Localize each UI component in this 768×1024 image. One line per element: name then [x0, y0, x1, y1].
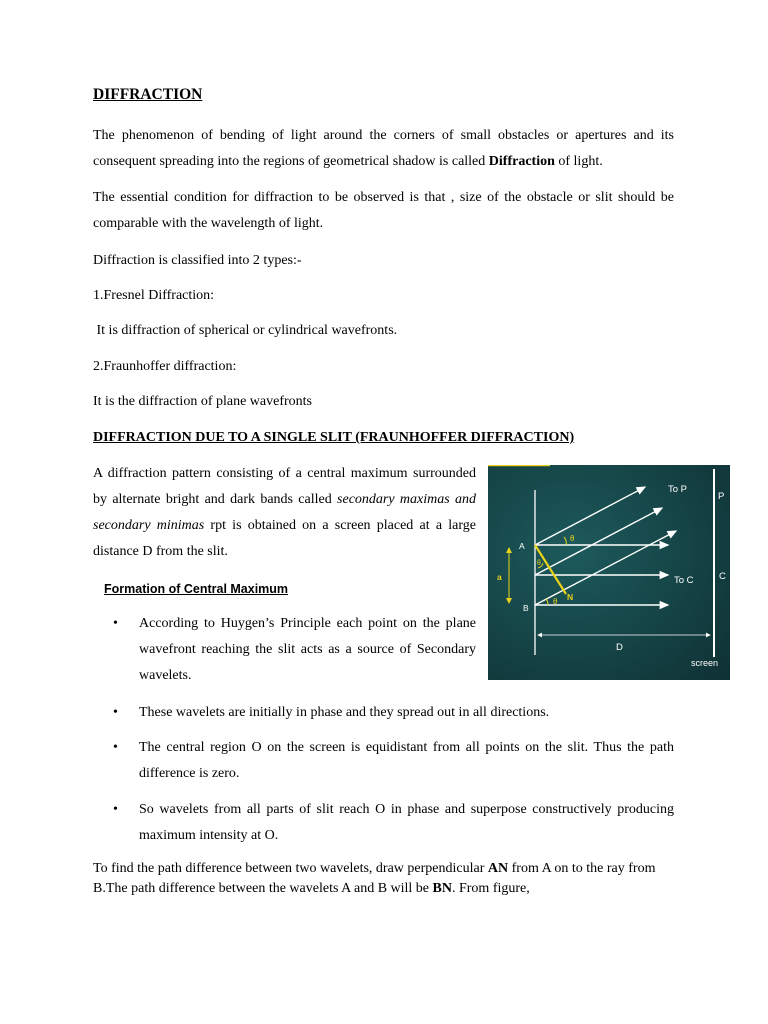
fresnel-heading: 1.Fresnel Diffraction: — [93, 288, 215, 303]
closing-term-an: AN — [487, 861, 509, 876]
closing-paragraph — [93, 859, 674, 899]
page-title: DIFFRACTION — [93, 86, 203, 103]
closing-text-start: To find the path difference between two wavelets, draw perpendicular — [93, 861, 488, 876]
label-n: N — [567, 592, 574, 602]
diagram-svg — [488, 465, 730, 680]
label-theta: θ — [553, 597, 558, 606]
label-theta: θ — [537, 560, 541, 567]
label-slit-width: a — [497, 572, 502, 582]
diagram-background — [488, 465, 730, 680]
bullet-marker: • — [113, 802, 118, 817]
definition-paragraph — [93, 123, 674, 175]
secondary-term: secondary maximas and secondary minimas — [93, 492, 476, 533]
bullet-marker: • — [113, 616, 118, 631]
definition-text-end: of light. — [554, 154, 603, 169]
label-p: P — [718, 491, 725, 502]
bullet-marker: • — [113, 740, 118, 755]
bullet-item: These wavelets are initially in phase and they spread out in all directions. — [139, 705, 550, 720]
section-heading: DIFFRACTION DUE TO A SINGLE SLIT (FRAUNHOFFER DIFFRACTION) — [93, 430, 575, 445]
closing-text-middle: from A on to the ray from B.The path difference between the wavelets A and B will be — [93, 861, 656, 896]
bullet-item: According to Huygen’s Principle each point on the plane wavefront reaching the slit acts as a source of Secondary wavelets. — [139, 616, 476, 683]
fraunhoffer-heading: 2.Fraunhoffer diffraction: — [93, 359, 237, 374]
closing-text-end: . From figure, — [451, 881, 530, 896]
label-a: A — [519, 541, 525, 551]
closing-term-bn: BN — [432, 881, 452, 896]
single-slit-paragraph — [93, 461, 476, 565]
definition-text-start: The phenomenon of bending of light around the corners of small obstacles or apertures and its consequent spreading into the regions of geometrical shadow is called — [93, 128, 674, 169]
condition-paragraph: The essential condition for diffraction to be observed is that , size of the obstacle or slit should be comparable with the wavelength of light. — [93, 190, 674, 231]
label-d: D — [616, 642, 623, 653]
bullet-marker: • — [113, 705, 118, 720]
label-c: C — [719, 571, 726, 582]
single-slit-diagram — [488, 465, 730, 680]
definition-term: Diffraction — [488, 154, 555, 169]
single-slit-text-start: A diffraction pattern consisting of a central maximum surrounded by alternate bright and dark bands called — [93, 466, 476, 507]
label-b: B — [523, 603, 529, 613]
fresnel-description: It is diffraction of spherical or cylindrical wavefronts. — [93, 323, 398, 338]
single-slit-text-end: rpt is obtained on a screen placed at a large distance D from the slit. — [93, 518, 476, 559]
label-to-p: To P — [668, 484, 688, 495]
bullet-item: The central region O on the screen is equidistant from all points on the slit. Thus the path difference is zero. — [139, 740, 674, 781]
label-to-c: To C — [674, 575, 694, 586]
bullet-item: So wavelets from all parts of slit reach O in phase and superpose constructively producing maximum intensity at O. — [139, 802, 674, 843]
label-theta: θ — [570, 534, 575, 543]
subsection-heading: Formation of Central Maximum — [104, 582, 289, 596]
classification-text: Diffraction is classified into 2 types:- — [93, 253, 302, 268]
label-screen: screen — [691, 658, 719, 668]
fraunhoffer-description: It is the diffraction of plane wavefronts — [93, 394, 313, 409]
